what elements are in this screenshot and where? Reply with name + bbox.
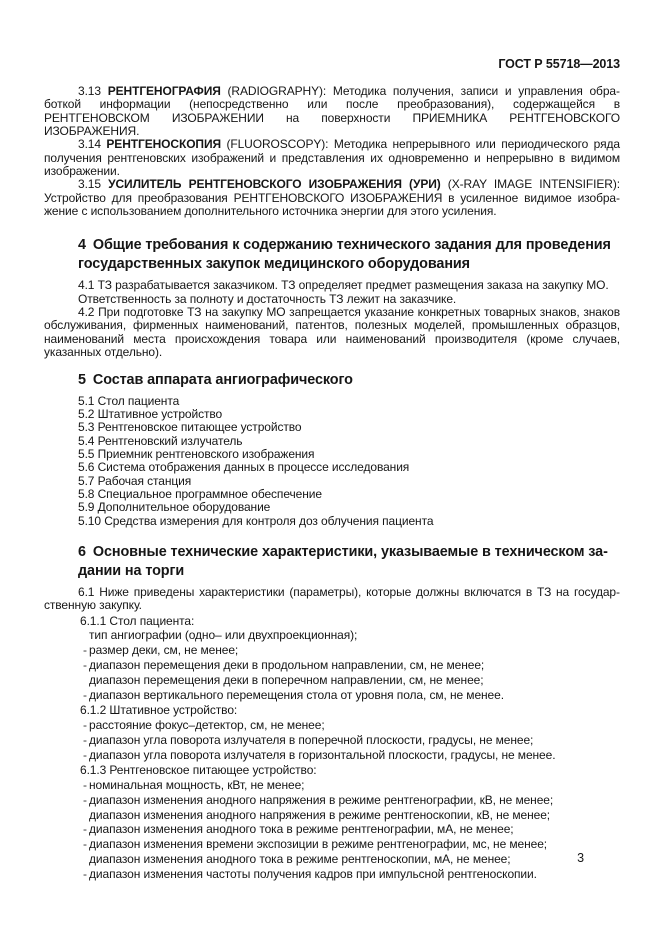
spec-item bbox=[44, 689, 620, 702]
paragraph-4-1-continuation: Ответственность за полноту и достаточность ТЗ лежит на заказчике. bbox=[78, 291, 457, 306]
spec-item bbox=[44, 674, 620, 687]
term-number: 3.13 bbox=[78, 84, 108, 98]
page-number: 3 bbox=[577, 851, 584, 865]
spec-item bbox=[44, 868, 620, 881]
list-item-marker: - bbox=[83, 792, 87, 807]
list-item-marker: - bbox=[83, 777, 87, 792]
composition-item: 5.8 Специальное программное обеспечение bbox=[78, 486, 322, 501]
list-item-marker: - bbox=[83, 687, 87, 702]
term-text: (FLUOROSCOPY): Методика непрерывного или периодического ряда получения рентгеновских изображений и представления их одновременно и непрерывно в видимом изображении. bbox=[44, 137, 620, 179]
subsection-6-1-2-heading: 6.1.2 Штативное устройство: bbox=[80, 703, 238, 718]
section-title: Общие требования к содержанию технического задания для проведения государственных закупок медицинского оборудования bbox=[78, 237, 611, 273]
section-title: Основные технические характеристики, указываемые в техническом задании на торги bbox=[78, 543, 608, 579]
list-item-marker: - bbox=[83, 643, 87, 658]
term-name: РЕНТГЕНОГРАФИЯ bbox=[107, 84, 221, 98]
list-item-text: диапазон вертикального перемещения стола от уровня пола, см, не менее. bbox=[89, 687, 504, 702]
section-4-heading bbox=[44, 236, 620, 274]
list-item-text: тип ангиографии (одно– или двухпроекционная); bbox=[89, 628, 358, 643]
section-number: 6 bbox=[78, 543, 86, 560]
term-name: РЕНТГЕНОСКОПИЯ bbox=[106, 137, 222, 152]
spec-item bbox=[44, 794, 620, 807]
subsection-6-1-1-heading: 6.1.1 Стол пациента: bbox=[80, 613, 195, 628]
spec-item bbox=[44, 779, 620, 792]
term-definition-3-13 bbox=[44, 85, 620, 138]
composition-item: 5.6 Система отображения данных в процессе исследования bbox=[78, 460, 410, 475]
list-item-text: размер деки, см, не менее; bbox=[89, 643, 239, 658]
list-item-marker: - bbox=[83, 732, 87, 747]
term-text: (RADIOGRAPHY): Методика получения, записи и управления обработкой информации (непосредственно или после преобразования), содержащейся в РЕНТГЕНОВСКОМ ИЗОБРАЖЕНИИ на поверхности ПРИЕМНИКА РЕНТГЕНОВСКОГО ИЗОБРАЖЕНИЯ. bbox=[44, 84, 620, 139]
list-item-marker: - bbox=[83, 658, 87, 673]
list-item-marker: - bbox=[83, 747, 87, 762]
page-body bbox=[44, 85, 620, 881]
subsection-6-1-3-heading: 6.1.3 Рентгеновское питающее устройство: bbox=[80, 763, 317, 778]
term-number: 3.15 bbox=[78, 177, 109, 192]
spec-item bbox=[44, 629, 620, 642]
list-item-text: диапазон изменения анодного тока в режиме рентгеноскопии, мА, не менее; bbox=[89, 852, 511, 867]
list-item-marker: - bbox=[83, 837, 87, 852]
list-item-text: номинальная мощность, кВт, не менее; bbox=[89, 777, 305, 792]
term-definition-3-15 bbox=[44, 178, 620, 218]
spec-item bbox=[44, 644, 620, 657]
section-title: Состав аппарата ангиографического bbox=[92, 371, 353, 388]
composition-item: 5.2 Штативное устройство bbox=[78, 406, 223, 421]
spec-item bbox=[44, 719, 620, 732]
list-item-text: диапазон угла поворота излучателя в горизонтальной плоскости, градусы, не менее. bbox=[89, 747, 556, 762]
list-item-marker: - bbox=[83, 866, 87, 881]
running-header bbox=[44, 57, 620, 71]
section-5-heading bbox=[44, 371, 620, 390]
list-item-text: расстояние фокус–детектор, см, не менее; bbox=[89, 718, 325, 733]
list-item-text: диапазон перемещения деки в продольном направлении, см, не менее; bbox=[89, 658, 485, 673]
standard-designation: ГОСТ Р 55718—2013 bbox=[498, 57, 620, 71]
composition-item: 5.10 Средства измерения для контроля доз облучения пациента bbox=[78, 513, 434, 528]
term-number: 3.14 bbox=[78, 137, 107, 152]
section-number: 5 bbox=[78, 371, 86, 388]
composition-item: 5.1 Стол пациента bbox=[78, 393, 180, 408]
spec-item bbox=[44, 823, 620, 836]
spec-item bbox=[44, 659, 620, 672]
subsection-6-1-1 bbox=[44, 615, 620, 703]
paragraph-6-1: 6.1 Ниже приведены характеристики (параметры), которые должны включатся в ТЗ на государственную закупку. bbox=[44, 584, 620, 613]
composition-item: 5.9 Дополнительное оборудование bbox=[78, 500, 271, 515]
composition-item: 5.5 Приемник рентгеновского изображения bbox=[78, 446, 315, 461]
list-item-text: диапазон изменения анодного напряжения в режиме рентгеноскопии, кВ, не менее; bbox=[89, 807, 551, 822]
term-name: УСИЛИТЕЛЬ РЕНТГЕНОВСКОГО ИЗОБРАЖЕНИЯ (УРИ) bbox=[108, 177, 441, 192]
list-item-marker: - bbox=[83, 718, 87, 733]
spec-item bbox=[44, 809, 620, 822]
list-item-text: диапазон изменения анодного тока в режиме рентгенографии, мА, не менее; bbox=[89, 822, 514, 837]
subsection-6-1-2 bbox=[44, 704, 620, 762]
spec-item bbox=[44, 734, 620, 747]
section-6-heading bbox=[44, 543, 620, 581]
term-text: (X-RAY IMAGE INTENSIFIER): Устройство для преобразования РЕНТГЕНОВСКОГО ИЗОБРАЖЕНИЯ в усиленное видимое изображение с использованием дополнительного источника энергии для этого усиления. bbox=[44, 177, 620, 219]
section-number: 4 bbox=[78, 237, 86, 254]
list-item-text: диапазон изменения частоты получения кадров при импульсной рентгеноскопии. bbox=[89, 866, 537, 881]
list-item-text: диапазон изменения времени экспозиции в режиме рентгенографии, мс, не менее; bbox=[89, 837, 548, 852]
paragraph-4-2: 4.2 При подготовке ТЗ на закупку МО запрещается указание конкретных товарных знаков, знаков обслуживания, фирменных наименований, патентов, полезных моделей, промышленных образцов, наименований места происхождения товара или наименований производителя (кроме случаев, указанных отдельно). bbox=[44, 305, 620, 360]
spec-item bbox=[44, 838, 620, 851]
composition-item: 5.7 Рабочая станция bbox=[78, 473, 192, 488]
composition-item: 5.4 Рентгеновский излучатель bbox=[78, 433, 243, 448]
list-item-text: диапазон изменения анодного напряжения в режиме рентгенографии, кВ, не менее; bbox=[89, 792, 554, 807]
list-item-text: диапазон угла поворота излучателя в поперечной плоскости, градусы, не менее; bbox=[89, 732, 534, 747]
list-item-marker: - bbox=[83, 822, 87, 837]
composition-item: 5.3 Рентгеновское питающее устройство bbox=[78, 420, 302, 435]
list-item-text: диапазон перемещения деки в поперечном направлении, см, не менее; bbox=[89, 673, 484, 687]
section-5-list bbox=[44, 395, 620, 528]
spec-item bbox=[44, 749, 620, 762]
term-definition-3-14 bbox=[44, 138, 620, 178]
paragraph-4-1: 4.1 ТЗ разрабатывается заказчиком. ТЗ определяет предмет размещения заказа на закупку МО. bbox=[78, 278, 609, 293]
